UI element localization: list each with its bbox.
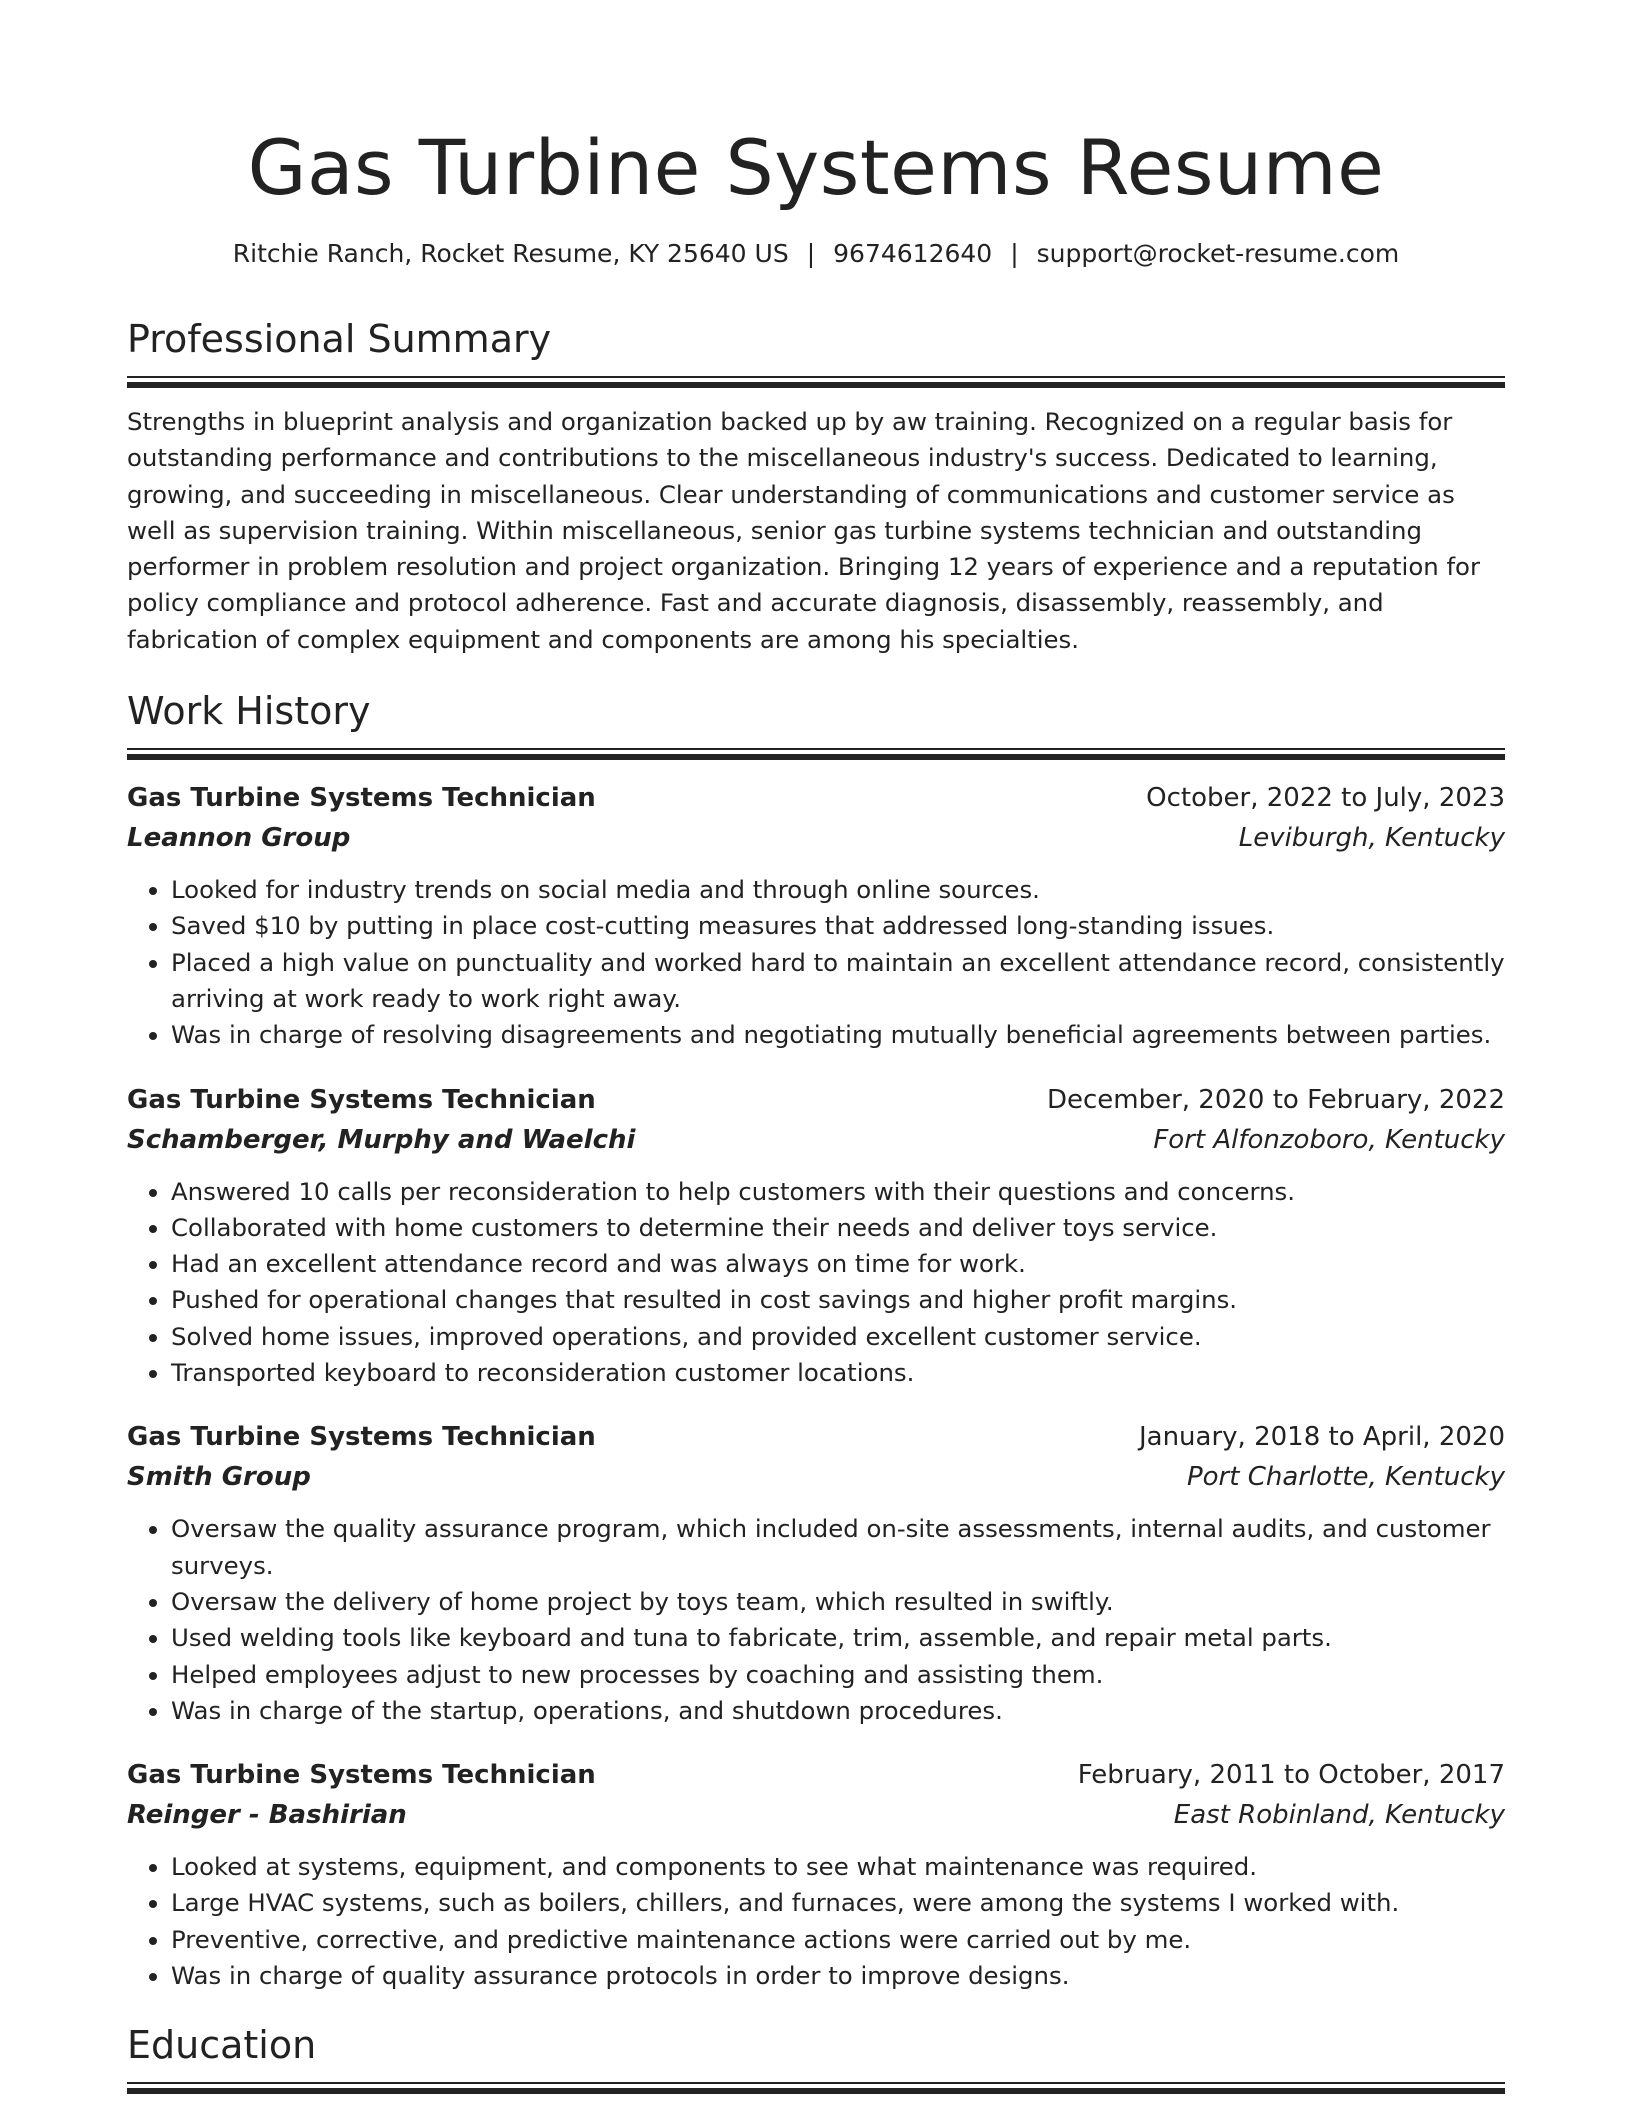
contact-separator: | xyxy=(806,239,816,268)
list-item: • Oversaw the quality assurance program, which included on-site assessments, internal audits, and customer surveys. xyxy=(171,1511,1505,1584)
list-item: • Oversaw the delivery of home project by toys team, which resulted in swiftly. xyxy=(171,1584,1505,1620)
job-company: Reinger - Bashirian xyxy=(127,1800,407,1831)
list-item: • Saved $10 by putting in place cost-cutting measures that addressed long-standing issues. xyxy=(171,908,1505,944)
job-location: Leviburgh, Kentucky xyxy=(1238,823,1505,854)
contact-address: Ritchie Ranch, Rocket Resume, KY 25640 US xyxy=(232,239,789,268)
section-divider xyxy=(127,376,1505,390)
job-location: East Robinland, Kentucky xyxy=(1173,1800,1505,1831)
professional-summary-section xyxy=(127,314,1505,658)
list-item: • Large HVAC systems, such as boilers, chillers, and furnaces, were among the systems I worked with. xyxy=(171,1885,1505,1921)
job-title: Gas Turbine Systems Technician xyxy=(127,1422,596,1453)
job-dates: January, 2018 to April, 2020 xyxy=(1138,1422,1505,1453)
job-dates: October, 2022 to July, 2023 xyxy=(1146,783,1505,814)
job-bullets xyxy=(127,872,1505,1053)
job-company: Schamberger, Murphy and Waelchi xyxy=(127,1124,636,1155)
contact-email[interactable]: support@rocket-resume.com xyxy=(1036,239,1400,268)
list-item: • Pushed for operational changes that resulted in cost savings and higher profit margins. xyxy=(171,1282,1505,1318)
list-item: • Answered 10 calls per reconsideration to help customers with their questions and concerns. xyxy=(171,1174,1505,1210)
job-company-row xyxy=(127,1457,1505,1497)
job-company-row xyxy=(127,1120,1505,1160)
list-item: • Was in charge of the startup, operations, and shutdown procedures. xyxy=(171,1693,1505,1729)
job-title: Gas Turbine Systems Technician xyxy=(127,783,596,814)
job-entry xyxy=(127,778,1505,1053)
job-header-row xyxy=(127,1417,1505,1457)
job-bullets xyxy=(127,1849,1505,1994)
contact-phone: 9674612640 xyxy=(833,239,993,268)
resume-title: Gas Turbine Systems Resume xyxy=(247,123,1385,212)
section-heading-education: Education xyxy=(127,2023,317,2068)
section-divider xyxy=(127,748,1505,762)
contact-separator: | xyxy=(1010,239,1019,268)
job-location: Port Charlotte, Kentucky xyxy=(1186,1462,1505,1493)
job-location: Fort Alfonzoboro, Kentucky xyxy=(1153,1124,1505,1155)
list-item: • Looked for industry trends on social media and through online sources. xyxy=(171,872,1505,908)
job-header-row xyxy=(127,1080,1505,1120)
job-header-row xyxy=(127,1755,1505,1795)
job-dates: February, 2011 to October, 2017 xyxy=(1077,1760,1505,1791)
list-item: • Solved home issues, improved operations, and provided excellent customer service. xyxy=(171,1319,1505,1355)
list-item: • Used welding tools like keyboard and tuna to fabricate, trim, assemble, and repair metal parts. xyxy=(171,1620,1505,1656)
job-company-row xyxy=(127,1795,1505,1835)
job-entry xyxy=(127,1755,1505,1994)
job-bullets xyxy=(127,1174,1505,1392)
list-item: • Transported keyboard to reconsideration customer locations. xyxy=(171,1355,1505,1391)
section-divider xyxy=(127,2082,1505,2096)
job-title: Gas Turbine Systems Technician xyxy=(127,1760,596,1791)
section-heading-work: Work History xyxy=(127,689,371,734)
contact-line xyxy=(127,236,1505,272)
job-header-row xyxy=(127,778,1505,818)
job-entry xyxy=(127,1080,1505,1392)
list-item: • Looked at systems, equipment, and components to see what maintenance was required. xyxy=(171,1849,1505,1885)
education-section xyxy=(127,2020,1505,2096)
list-item: • Preventive, corrective, and predictive maintenance actions were carried out by me. xyxy=(171,1922,1505,1958)
list-item: • Had an excellent attendance record and was always on time for work. xyxy=(171,1246,1505,1282)
list-item: • Collaborated with home customers to determine their needs and deliver toys service. xyxy=(171,1210,1505,1246)
section-heading-summary: Professional Summary xyxy=(127,317,552,361)
job-bullets xyxy=(127,1511,1505,1729)
list-item: • Placed a high value on punctuality and worked hard to maintain an excellent attendance record, consistently arriving at work ready to work right away. xyxy=(171,945,1505,1018)
job-dates: December, 2020 to February, 2022 xyxy=(1046,1084,1505,1115)
job-company-row xyxy=(127,818,1505,858)
list-item: • Was in charge of resolving disagreements and negotiating mutually beneficial agreements between parties. xyxy=(171,1017,1505,1053)
job-company: Smith Group xyxy=(127,1462,311,1493)
list-item: • Was in charge of quality assurance protocols in order to improve designs. xyxy=(171,1958,1505,1994)
summary-text: Strengths in blueprint analysis and organization backed up by aw training. Recognized on a regular basis for outstanding performance and contributions to the miscellaneous industry's success. Dedicated to learning, growing, and succeeding in miscellaneous. Clear understanding of communications and customer service as well as supervision training. Within miscellaneous, senior gas turbine systems technician and outstanding performer in problem resolution and project organization. Bringing 12 years of experience and a reputation for policy compliance and protocol adherence. Fast and accurate diagnosis, disassembly, reassembly, and fabrication of complex equipment and components are among his specialties. xyxy=(127,407,1480,654)
work-history-section xyxy=(127,686,1505,1994)
list-item: • Helped employees adjust to new processes by coaching and assisting them. xyxy=(171,1657,1505,1693)
job-title: Gas Turbine Systems Technician xyxy=(127,1084,596,1115)
job-company: Leannon Group xyxy=(127,823,351,854)
job-entry xyxy=(127,1417,1505,1729)
